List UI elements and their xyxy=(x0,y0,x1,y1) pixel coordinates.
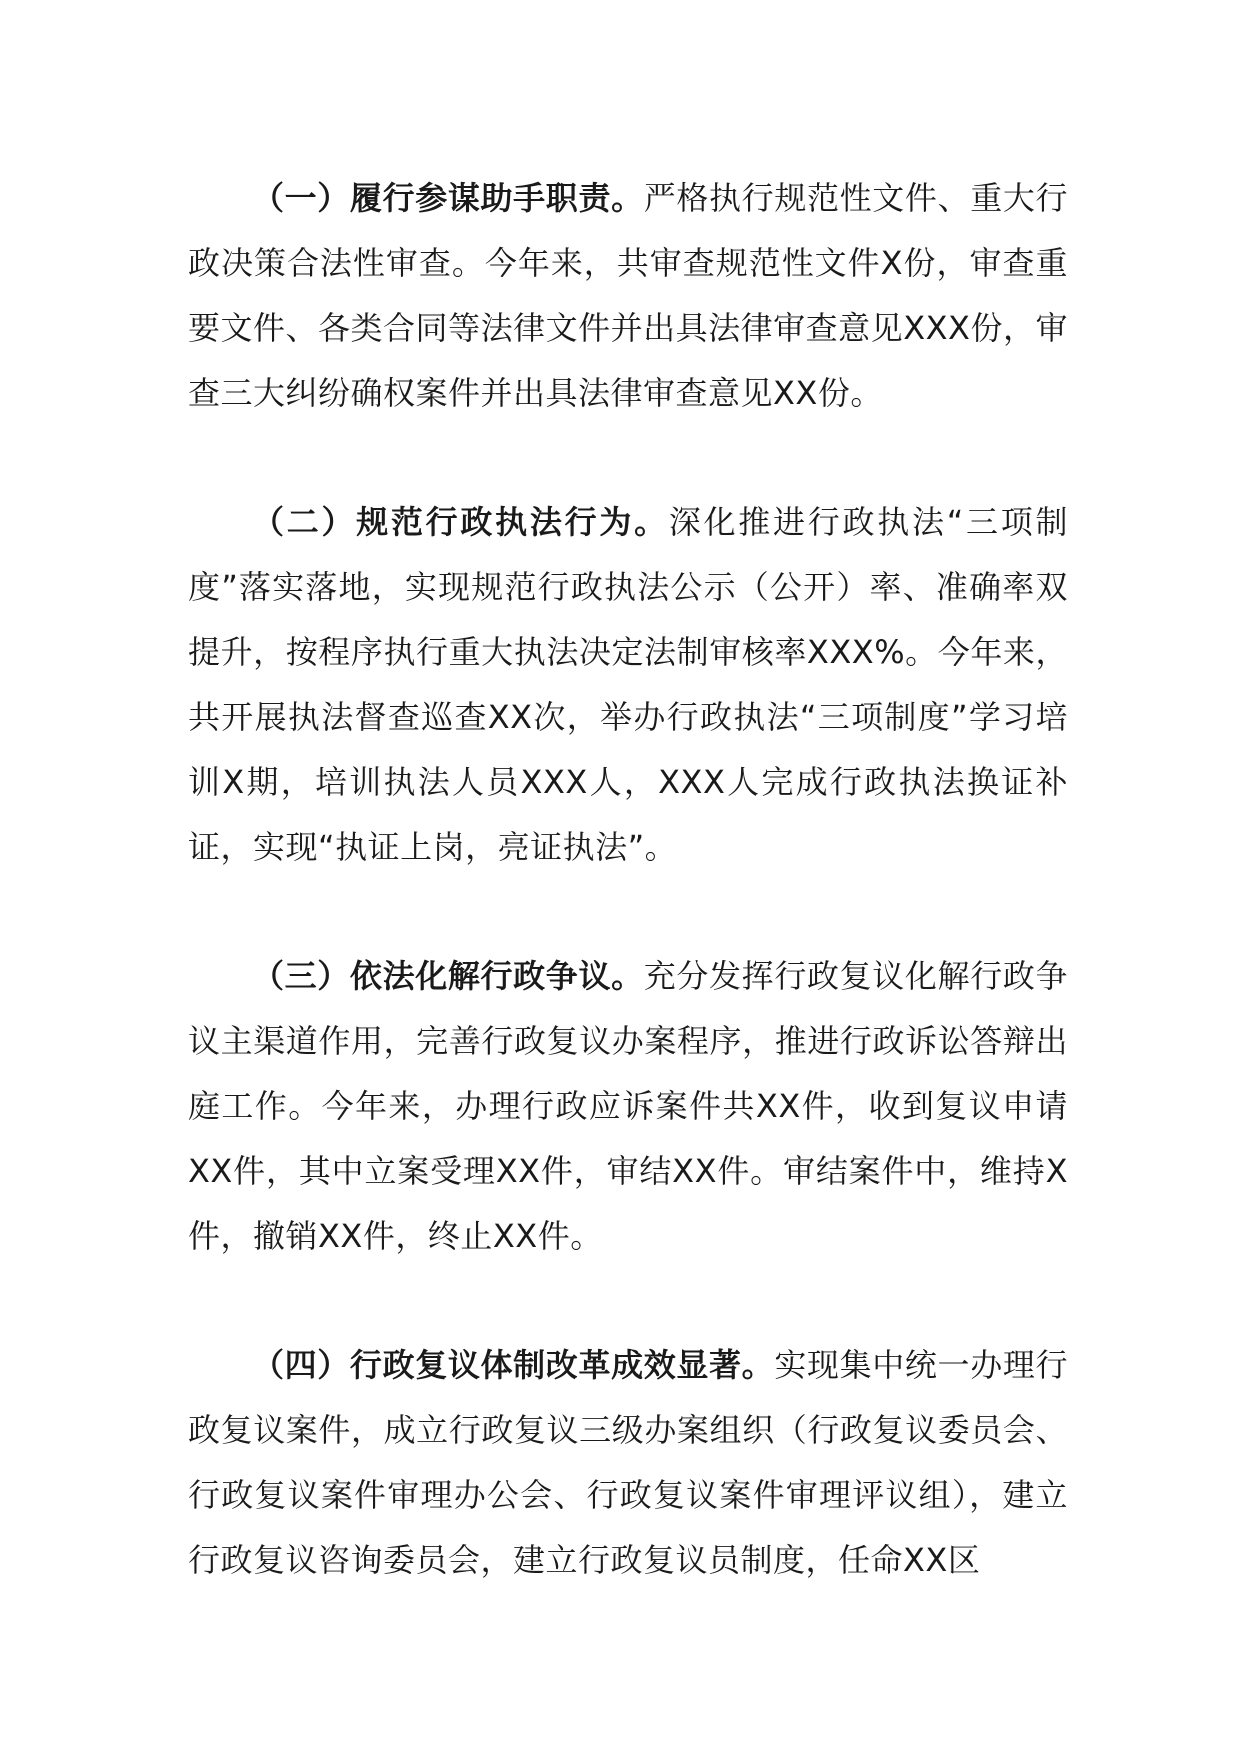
paragraph-3-heading: （三）依法化解行政争议。 xyxy=(252,957,644,995)
paragraph-4 xyxy=(188,1333,1068,1593)
paragraph-3-text: 充分发挥行政复议化解行政争议主渠道作用，完善行政复议办案程序，推进行政诉讼答辩出庭工作。今年来，办理行政应诉案件共XX件，收到复议申请XX件，其中立案受理XX件，审结XX件。审结案件中，维持X件，撤销XX件，终止XX件。 xyxy=(188,957,1068,1255)
document-body xyxy=(188,166,1068,1593)
paragraph-1-text: 严格执行规范性文件、重大行政决策合法性审查。今年来，共审查规范性文件X份，审查重要文件、各类合同等法律文件并出具法律审查意见XXX份，审查三大纠纷确权案件并出具法律审查意见XX份。 xyxy=(188,179,1068,412)
paragraph-2-text: 深化推进行政执法“三项制度”落实落地，实现规范行政执法公示（公开）率、准确率双提升，按程序执行重大执法决定法制审核率XXX%。今年来，共开展执法督查巡查XX次，举办行政执法“三项制度”学习培训X期，培训执法人员XXX人，XXX人完成行政执法换证补证，实现“执证上岗，亮证执法”。 xyxy=(188,503,1068,866)
paragraph-4-heading: （四）行政复议体制改革成效显著。 xyxy=(252,1346,775,1384)
paragraph-1 xyxy=(188,166,1068,426)
paragraph-4-text: 实现集中统一办理行政复议案件，成立行政复议三级办案组织（行政复议委员会、行政复议案件审理办公会、行政复议案件审理评议组），建立行政复议咨询委员会，建立行政复议员制度，任命XX区 xyxy=(188,1346,1068,1579)
paragraph-3 xyxy=(188,944,1068,1269)
paragraph-2-heading: （二）规范行政执法行为。 xyxy=(252,503,669,541)
paragraph-1-heading: （一）履行参谋助手职责。 xyxy=(252,179,644,217)
paragraph-2 xyxy=(188,490,1068,880)
